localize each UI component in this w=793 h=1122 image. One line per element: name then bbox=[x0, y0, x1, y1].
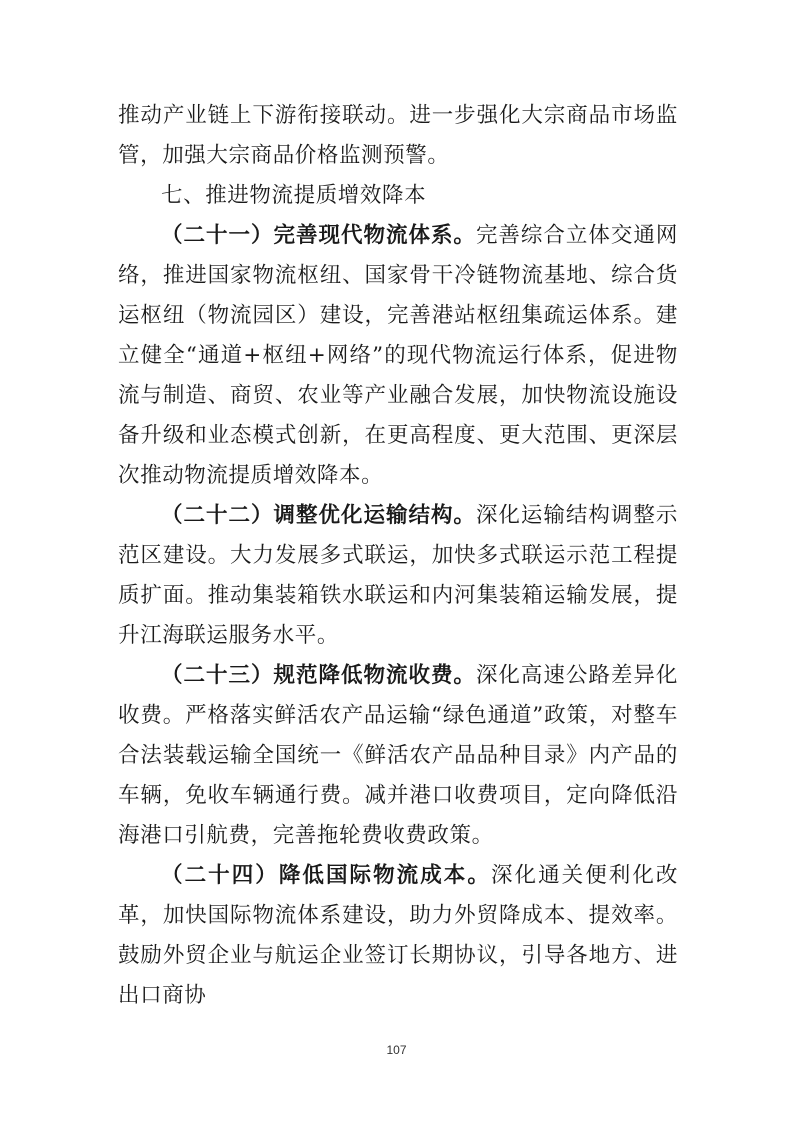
paragraph-lead: （二十二）调整优化运输结构。 bbox=[161, 503, 476, 528]
section-heading bbox=[118, 176, 678, 216]
paragraph-lead: （二十四）降低国际物流成本。 bbox=[161, 863, 491, 888]
paragraph-continuation bbox=[118, 96, 678, 176]
paragraph-text: 深化运输结构调整示范区建设。大力发展多式联运，加快多式联运示范工程提质扩面。推动集装箱铁水联运和内河集装箱运输发展，提升江海联运服务水平。 bbox=[118, 503, 678, 648]
paragraph-text: 深化高速公路差异化收费。严格落实鲜活农产品运输“绿色通道”政策，对整车合法装载运输全国统一《鲜活农产品品种目录》内产品的车辆，免收车辆通行费。减并港口收费项目，定向降低沿海港口引航费，完善拖轮费收费政策。 bbox=[118, 663, 678, 848]
paragraph-item-21 bbox=[118, 216, 678, 496]
paragraph-lead: （二十三）规范降低物流收费。 bbox=[161, 663, 476, 688]
paragraph-text: 深化通关便利化改革，加快国际物流体系建设，助力外贸降成本、提效率。鼓励外贸企业与航运企业签订长期协议，引导各地方、进出口商协 bbox=[118, 863, 678, 1008]
paragraph-text: 推动产业链上下游衔接联动。进一步强化大宗商品市场监管，加强大宗商品价格监测预警。 bbox=[118, 103, 678, 168]
paragraph-lead: （二十一）完善现代物流体系。 bbox=[161, 223, 476, 248]
paragraph-item-23 bbox=[118, 656, 678, 856]
page-number: 107 bbox=[386, 1043, 407, 1057]
document-body bbox=[118, 96, 678, 1016]
paragraph-text: 完善综合立体交通网络，推进国家物流枢纽、国家骨干冷链物流基地、综合货运枢纽（物流园区）建设，完善港站枢纽集疏运体系。建立健全“通道+枢纽+网络”的现代物流运行体系，促进物流与制造、商贸、农业等产业融合发展，加快物流设施设备升级和业态模式创新，在更高程度、更大范围、更深层次推动物流提质增效降本。 bbox=[118, 223, 678, 488]
section-heading-text: 七、推进物流提质增效降本 bbox=[161, 183, 427, 208]
paragraph-item-24 bbox=[118, 856, 678, 1016]
paragraph-item-22 bbox=[118, 496, 678, 656]
